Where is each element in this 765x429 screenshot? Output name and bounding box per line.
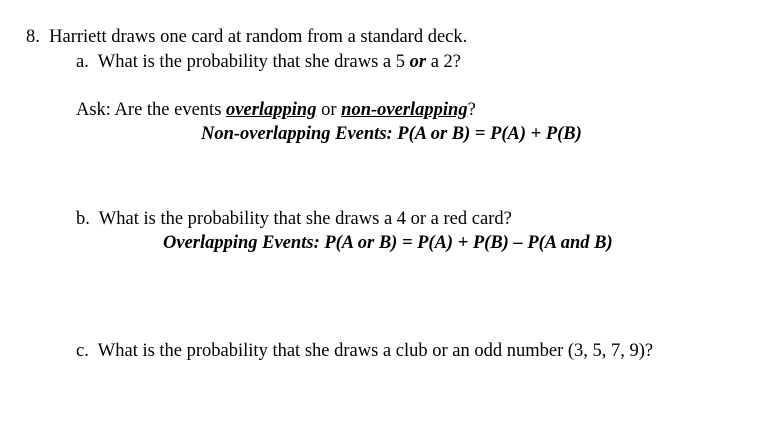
problem-number: 8.	[26, 27, 40, 47]
part-b-label: b.	[76, 209, 90, 229]
non-overlapping-formula: Non-overlapping Events: P(A or B) = P(A) + P(B)	[201, 124, 582, 144]
ask-prefix: Ask: Are the events	[76, 100, 227, 120]
part-c-label: c.	[76, 341, 89, 361]
part-a-emphasis: or	[409, 52, 427, 72]
part-a-question	[76, 51, 461, 73]
problem-text: Harriett draws one card at random from a standard deck.	[49, 27, 468, 47]
part-a-text-start: What is the probability that she draws a 5	[97, 52, 410, 72]
part-c-text: What is the probability that she draws a club or an odd number (3, 5, 7, 9)?	[97, 341, 654, 361]
part-a-label: a.	[76, 52, 89, 72]
ask-middle: or	[316, 100, 342, 120]
part-b-text: What is the probability that she draws a 4 or a red card?	[98, 209, 512, 229]
ask-option-overlapping: overlapping	[226, 100, 317, 120]
part-c-question	[76, 340, 653, 362]
ask-suffix: ?	[467, 100, 476, 120]
ask-option-non-overlapping: non-overlapping	[341, 100, 468, 120]
overlapping-formula: Overlapping Events: P(A or B) = P(A) + P(B) – P(A and B)	[163, 233, 613, 253]
ask-prompt	[76, 99, 476, 121]
part-b-question	[76, 208, 512, 230]
part-a-text-end: a 2?	[426, 52, 462, 72]
problem-statement	[26, 26, 467, 48]
